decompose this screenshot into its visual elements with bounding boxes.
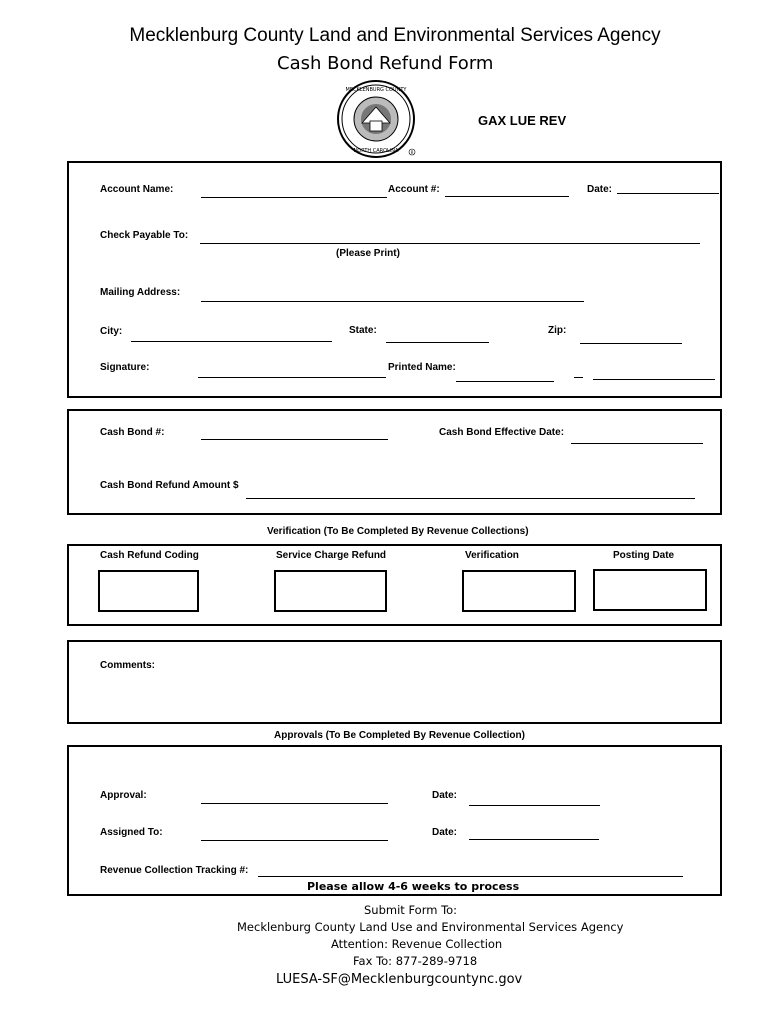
effective-date-label: Cash Bond Effective Date: [439,427,565,438]
date-label: Date: [587,184,613,195]
posting-date-box[interactable] [593,569,707,611]
city-label: City: [100,326,123,337]
mailing-address-label: Mailing Address: [100,287,181,298]
state-label: State: [349,325,377,336]
county-seal-logo [332,79,422,159]
city-field[interactable] [131,341,332,342]
bond-section [67,409,722,515]
zip-label: Zip: [548,325,567,336]
form-title: Cash Bond Refund Form [277,53,494,74]
cash-bond-number-field[interactable] [201,439,388,440]
footer-attention: Attention: Revenue Collection [331,937,503,951]
check-payable-field[interactable] [200,243,700,244]
assigned-to-field[interactable] [201,840,388,841]
refund-amount-label: Cash Bond Refund Amount $ [100,480,239,491]
footer-fax: Fax To: 877-289-9718 [353,954,478,968]
assigned-date-label: Date: [432,827,458,838]
refund-amount-field[interactable] [246,498,695,499]
tracking-number-label: Revenue Collection Tracking #: [100,865,249,876]
verification-box[interactable] [462,570,576,612]
zip-field[interactable] [580,343,682,344]
account-name-label: Account Name: [100,184,174,195]
tracking-number-field[interactable] [258,876,683,877]
footer-agency: Mecklenburg County Land Use and Environmental Services Agency [237,920,624,934]
submit-form-to: Submit Form To: [364,903,458,917]
printed-name-field-extension[interactable] [593,379,715,380]
processing-time-note: Please allow 4-6 weeks to process [307,880,520,893]
printed-name-label: Printed Name: [388,362,456,373]
verification-label: Verification [465,550,519,561]
posting-date-label: Posting Date [613,550,675,561]
cash-refund-coding-label: Cash Refund Coding [100,550,199,561]
signature-field[interactable] [198,377,386,378]
effective-date-field[interactable] [571,443,703,444]
svg-text:R: R [410,150,414,155]
date-field[interactable] [617,193,719,194]
assigned-to-label: Assigned To: [100,827,163,838]
account-number-field[interactable] [445,196,569,197]
service-charge-refund-label: Service Charge Refund [276,550,387,561]
comments-label: Comments: [100,660,156,671]
signature-label: Signature: [100,362,150,373]
approvals-heading: Approvals (To Be Completed By Revenue Collection) [274,730,525,741]
footer-email[interactable]: LUESA-SF@Mecklenburgcountync.gov [276,972,523,987]
dash-mark [574,377,583,378]
form-code: GAX LUE REV [478,113,567,128]
seal-text-top: MECKLENBURG COUNTY [345,87,407,93]
comments-section[interactable] [67,640,722,724]
seal-text-bottom: NORTH CAROLINA [353,148,399,154]
printed-name-field[interactable] [456,381,554,382]
mailing-address-field[interactable] [201,301,584,302]
approval-label: Approval: [100,790,147,801]
account-name-field[interactable] [201,197,387,198]
state-field[interactable] [386,342,489,343]
approval-date-field[interactable] [469,805,600,806]
check-payable-label: Check Payable To: [100,230,189,241]
service-charge-refund-box[interactable] [274,570,387,612]
approval-date-label: Date: [432,790,458,801]
account-number-label: Account #: [388,184,440,195]
please-print-hint: (Please Print) [336,248,400,259]
verification-heading: Verification (To Be Completed By Revenue Collections) [267,526,529,537]
approval-field[interactable] [201,803,388,804]
agency-title: Mecklenburg County Land and Environmental Services Agency [129,25,661,46]
cash-refund-coding-box[interactable] [98,570,199,612]
cash-bond-number-label: Cash Bond #: [100,427,165,438]
assigned-date-field[interactable] [469,839,599,840]
